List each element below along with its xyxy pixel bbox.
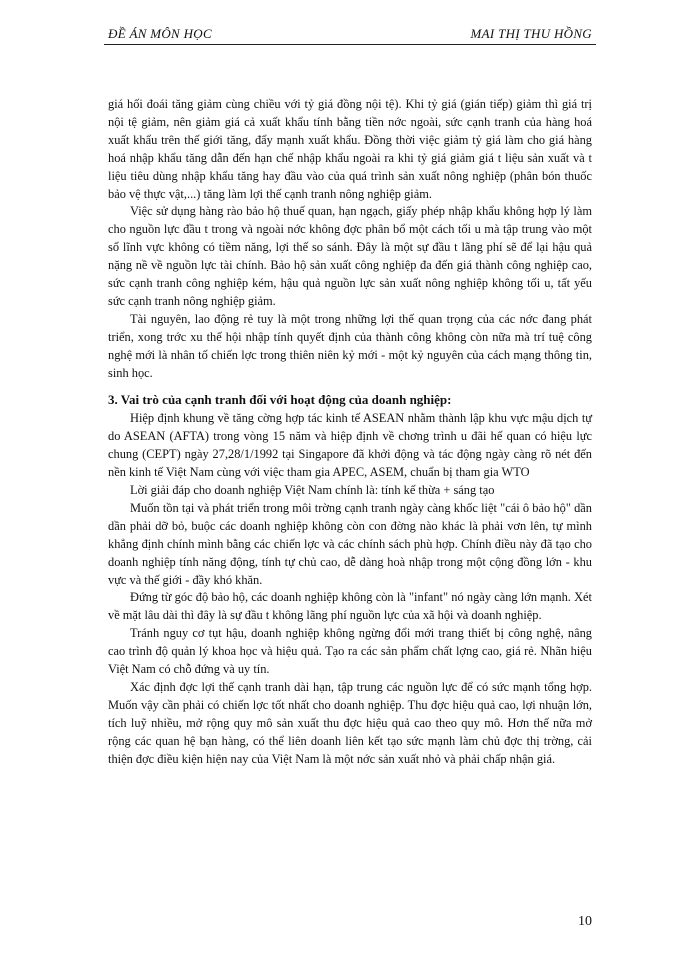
paragraph: giá hối đoái tăng giảm cùng chiều với tỷ giá đồng nội tệ). Khi tỷ giá (gián tiếp) giảm thì giá trị nội tệ giảm, nên giảm giá cả xuất khẩu tính bằng tiền nớc ngoài, sức cạnh tranh của hàng hoá xuất khẩu trên thế giới tăng, đẩy mạnh xuất khẩu. Đồng thời việc giảm tỷ giá làm cho giá hàng hoá nhập khẩu tăng dẫn đến hạn chế nhập khẩu ngoài ra khi tỷ giá giảm giá t liệu sản xuất và t liệu tiêu dùng nhập khẩu tăng hay đầu vào của quá trình sản xuất nông nghiệp (phân bón thuốc bảo vệ thực vật,...) tăng làm lợi thế cạnh tranh nông nghiệp giảm. bbox=[108, 97, 592, 201]
paragraph: Muốn tồn tại và phát triển trong môi trờng cạnh tranh ngày càng khốc liệt "cái ô bảo hộ" dần dần phải dỡ bỏ, buộc các doanh nghiệp không còn con đờng nào khác là phải vơn lên, tự mình khẳng định chính mình bằng các chiến lợc và các chính sách phù hợp. Chính điều này đã tạo cho doanh nghiệp tính năng động, tính tự chủ cao, dễ dàng hoà nhập trong một cộng đồng lớn - khu vực và thế giới - đầy khó khăn. bbox=[108, 500, 592, 587]
paragraph: Việc sử dụng hàng rào bảo hộ thuế quan, hạn ngạch, giấy phép nhập khẩu không hợp lý làm cho nguồn lực đầu t trong và ngoài nớc không đợc phân bổ một cách tối u mà tập trung vào một số lĩnh vực không có tiềm năng, lợi thế so sánh. Đây là một sự đầu t lãng phí sẽ để lại hậu quả nặng nề về nguồn lực tài chính. Bảo hộ sản xuất công nghiệp đa đến giá thành công nghiệp cao, sức cạnh tranh công nghiệp kém, hậu quả nguồn lực sản xuất nông nghiệp không tối u, tất yếu sức cạnh tranh nông nghiệp giảm. bbox=[108, 204, 592, 308]
paragraph: Tài nguyên, lao động rẻ tuy là một trong những lợi thế quan trọng của các nớc đang phát triển, xong trớc xu thế hội nhập tính quyết định của thành công không còn nữa mà trí tuệ công nghệ mới là nhân tố chiến lợc trong thiên niên kỷ mới - một kỷ nguyên của cách mạng thông tin, sinh học. bbox=[108, 311, 592, 380]
paragraph: Hiệp định khung về tăng cờng hợp tác kinh tế ASEAN nhằm thành lập khu vực mậu dịch tự do ASEAN (AFTA) trong vòng 15 năm và hiệp định về chơng trình u đãi hế quan có hiệu lực chung (CEPT) ngày 27,28/1/1992 tại Singapore đã khởi động và tác động ngày càng rõ nét đến nền kinh tế Việt Nam cùng với việc tham gia APEC, ASEM, chuẩn bị tham gia WTO bbox=[108, 411, 592, 480]
header-divider bbox=[104, 44, 596, 45]
header-title: ĐỀ ÁN MÔN HỌC bbox=[108, 26, 212, 41]
paragraph: Đứng từ góc độ bảo hộ, các doanh nghiệp không còn là "infant" nó ngày càng lớn mạnh. Xét về mặt lâu dài thì đây là sự đầu t không lãng phí nguồn lực của xã hội và doanh nghiệp. bbox=[108, 590, 592, 623]
page-number: 10 bbox=[578, 914, 592, 929]
body-text bbox=[108, 96, 592, 769]
paragraph: Lời giải đáp cho doanh nghiệp Việt Nam chính là: tính kế thừa + sáng tạo bbox=[130, 483, 495, 498]
section-heading: 3. Vai trò của cạnh tranh đối với hoạt động của doanh nghiệp: bbox=[108, 391, 452, 407]
paragraph: Xác định đợc lợi thế cạnh tranh dài hạn, tập trung các nguồn lực để có sức mạnh tổng hợp. Muốn vậy cần phải có chiến lợc tốt nhất cho doanh nghiệp. Thu đợc hiệu quả cao, lợi nhuận lớn, tích luỹ nhiều, mở rộng quy mô sản xuất thu đợc hiệu quả cao theo quy mô. Hơn thế nữa mở rộng các quan hệ bạn hàng, có thể liên doanh liên kết tạo sức mạnh làm chủ đợc thị trờng, cải thiện đợc điều kiện hiện nay của Việt Nam là một nớc sản xuất nhỏ và phải chấp nhận giá. bbox=[108, 680, 592, 766]
paragraph: Tránh nguy cơ tụt hậu, doanh nghiệp không ngừng đổi mới trang thiết bị công nghệ, nâng cao trình độ quản lý khoa học và hiệu quả. Tạo ra các sản phẩm chất lợng cao, giá rẻ. Nhãn hiệu Việt Nam có chỗ đứng và uy tín. bbox=[108, 626, 592, 677]
header-author: MAI THỊ THU HỒNG bbox=[470, 26, 592, 41]
